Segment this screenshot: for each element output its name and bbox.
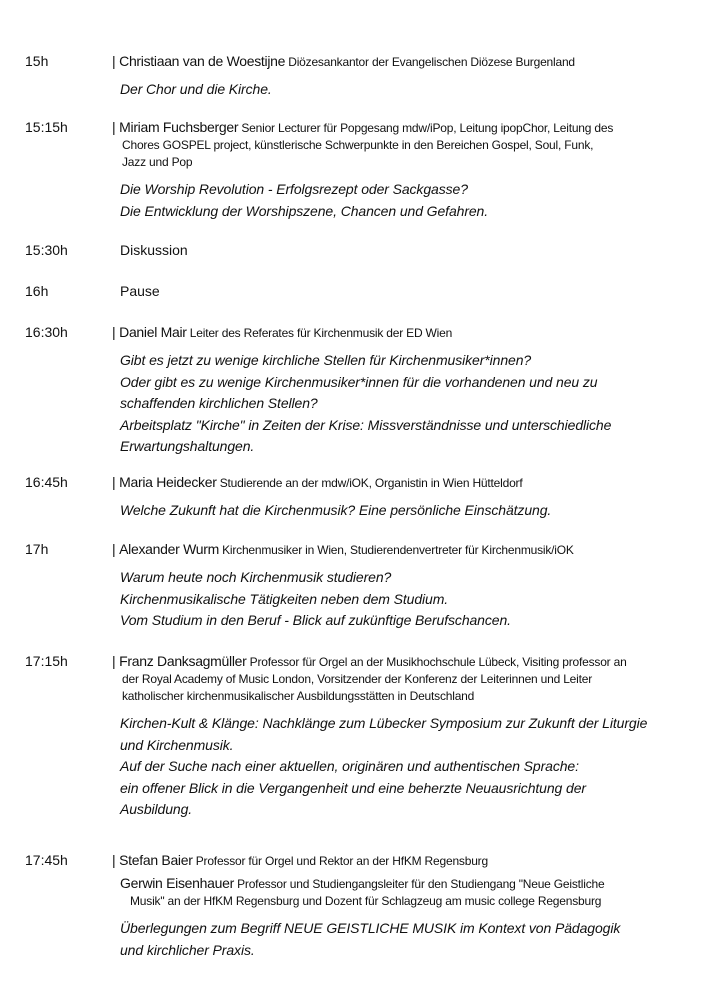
entry-time: 17:45h <box>25 852 68 868</box>
entry-time: 17:15h <box>25 653 68 669</box>
speaker-line <box>112 652 692 671</box>
entry-content <box>112 851 692 961</box>
talk-title-line: Warum heute noch Kirchenmusik studieren? <box>120 569 392 585</box>
speaker-description-line: Jazz und Pop <box>122 155 193 169</box>
speaker-line <box>112 473 692 492</box>
talk-title-line: Welche Zukunft hat die Kirchenmusik? Eine persönliche Einschätzung. <box>120 502 552 518</box>
entry-time: 15:30h <box>25 242 68 258</box>
speaker-name: Alexander Wurm <box>119 541 219 557</box>
speaker-description: Diözesankantor der Evangelischen Diözese Burgenland <box>288 55 575 69</box>
entry-content <box>112 323 692 458</box>
separator-bar: | <box>112 852 120 868</box>
separator-bar: | <box>112 653 120 669</box>
speaker-line <box>120 874 692 893</box>
talk-title-line: Die Worship Revolution - Erfolgsrezept oder Sackgasse? <box>120 181 468 197</box>
entry-time: 16:30h <box>25 324 68 340</box>
speaker-info <box>112 874 692 910</box>
entry-label: Diskussion <box>120 242 188 258</box>
entry-time: 16:45h <box>25 474 68 490</box>
entry-time: 15h <box>25 53 49 69</box>
talk-title-line: und kirchlicher Praxis. <box>120 941 255 958</box>
speaker-description: Leiter des Referates für Kirchenmusik der ED Wien <box>189 326 453 340</box>
separator-bar: | <box>112 474 120 490</box>
talk-title-line: Der Chor und die Kirche. <box>120 81 272 97</box>
separator-bar: | <box>112 53 120 69</box>
talk-title-line: Kirchen-Kult & Klänge: Nachklänge zum Lübecker Symposium zur Zukunft der Liturgie <box>120 715 648 731</box>
separator-bar: | <box>112 541 120 557</box>
entry-time: 16h <box>25 283 49 299</box>
speaker-line <box>112 540 692 559</box>
entry-content <box>112 652 692 821</box>
speaker-description-line: Musik" an der HfKM Regensburg und Dozent für Schlagzeug am music college Regensburg <box>130 894 602 908</box>
speaker-info <box>112 652 692 705</box>
speaker-description: Professor und Studiengangsleiter für den Studiengang "Neue Geistliche <box>237 877 605 891</box>
talk-title-line: Ausbildung. <box>120 801 193 818</box>
speaker-line <box>112 118 692 137</box>
speaker-name: Daniel Mair <box>119 324 187 340</box>
entry-time: 17h <box>25 541 49 557</box>
speaker-info <box>112 323 692 342</box>
speaker-description-line: der Royal Academy of Music London, Vorsitzender der Konferenz der Leiterinnen und Leiter <box>122 672 593 686</box>
talk-title-line: Überlegungen zum Begriff NEUE GEISTLICHE MUSIK im Kontext von Pädagogik <box>120 920 621 936</box>
talk-title <box>112 500 692 522</box>
talk-title <box>112 179 692 222</box>
talk-title <box>112 567 692 632</box>
entry-time: 15:15h <box>25 119 68 135</box>
speaker-name: Gerwin Eisenhauer <box>120 875 234 891</box>
speaker-description: Kirchenmusiker in Wien, Studierendenvertreter für Kirchenmusik/iOK <box>222 543 574 557</box>
speaker-name: Stefan Baier <box>119 852 193 868</box>
talk-title <box>112 350 692 458</box>
talk-title-line: Erwartungshaltungen. <box>120 438 255 455</box>
talk-title-line: Arbeitsplatz "Kirche" in Zeiten der Krise: Missverständnisse und unterschiedliche <box>120 416 612 433</box>
speaker-info <box>112 52 692 71</box>
talk-title <box>112 713 692 821</box>
speaker-line <box>112 52 692 71</box>
speaker-info <box>112 118 692 171</box>
speaker-description: Professor für Orgel und Rektor an der HfKM Regensburg <box>195 854 488 868</box>
entry-label: Pause <box>120 283 160 299</box>
speaker-name: Franz Danksagmüller <box>119 653 247 669</box>
speaker-description: Studierende an der mdw/iOK, Organistin in Wien Hütteldorf <box>219 476 523 490</box>
talk-title-line: Vom Studium in den Beruf - Blick auf zukünftige Berufschancen. <box>120 612 511 629</box>
talk-title-line: Kirchenmusikalische Tätigkeiten neben dem Studium. <box>120 590 449 607</box>
entry-content <box>112 473 692 522</box>
talk-title-line: und Kirchenmusik. <box>120 736 234 753</box>
speaker-name: Miriam Fuchsberger <box>119 119 239 135</box>
speaker-description: Senior Lecturer für Popgesang mdw/iPop, Leitung ipopChor, Leitung des <box>241 121 614 135</box>
talk-title-line: ein offener Blick in die Vergangenheit und eine beherzte Neuausrichtung der <box>120 779 586 796</box>
talk-title-line: Die Entwicklung der Worshipszene, Chancen und Gefahren. <box>120 202 489 219</box>
speaker-description-line: Chores GOSPEL project, künstlerische Schwerpunkte in den Bereichen Gospel, Soul, Funk, <box>122 138 594 152</box>
speaker-description-line: katholischer kirchenmusikalischer Ausbildungsstätten in Deutschland <box>122 689 475 703</box>
entry-content <box>112 118 692 222</box>
speaker-line <box>112 323 692 342</box>
speaker-info <box>112 473 692 492</box>
entry-content <box>112 540 692 632</box>
speaker-line <box>112 851 692 870</box>
talk-title-line: Auf der Suche nach einer aktuellen, originären und authentischen Sprache: <box>120 758 579 775</box>
entry-content <box>112 282 692 300</box>
talk-title <box>112 918 692 961</box>
speaker-name: Christiaan van de Woestijne <box>119 53 286 69</box>
talk-title-line: Gibt es jetzt zu wenige kirchliche Stellen für Kirchenmusiker*innen? <box>120 352 532 368</box>
talk-title <box>112 79 692 101</box>
speaker-description: Professor für Orgel an der Musikhochschule Lübeck, Visiting professor an <box>249 655 627 669</box>
entry-content <box>112 241 692 259</box>
speaker-info <box>112 851 692 870</box>
speaker-info <box>112 540 692 559</box>
entry-content <box>112 52 692 101</box>
separator-bar: | <box>112 324 120 340</box>
separator-bar: | <box>112 119 120 135</box>
talk-title-line: Oder gibt es zu wenige Kirchenmusiker*innen für die vorhandenen und neu zu <box>120 373 598 390</box>
talk-title-line: schaffenden kirchlichen Stellen? <box>120 395 318 412</box>
speaker-name: Maria Heidecker <box>119 474 217 490</box>
